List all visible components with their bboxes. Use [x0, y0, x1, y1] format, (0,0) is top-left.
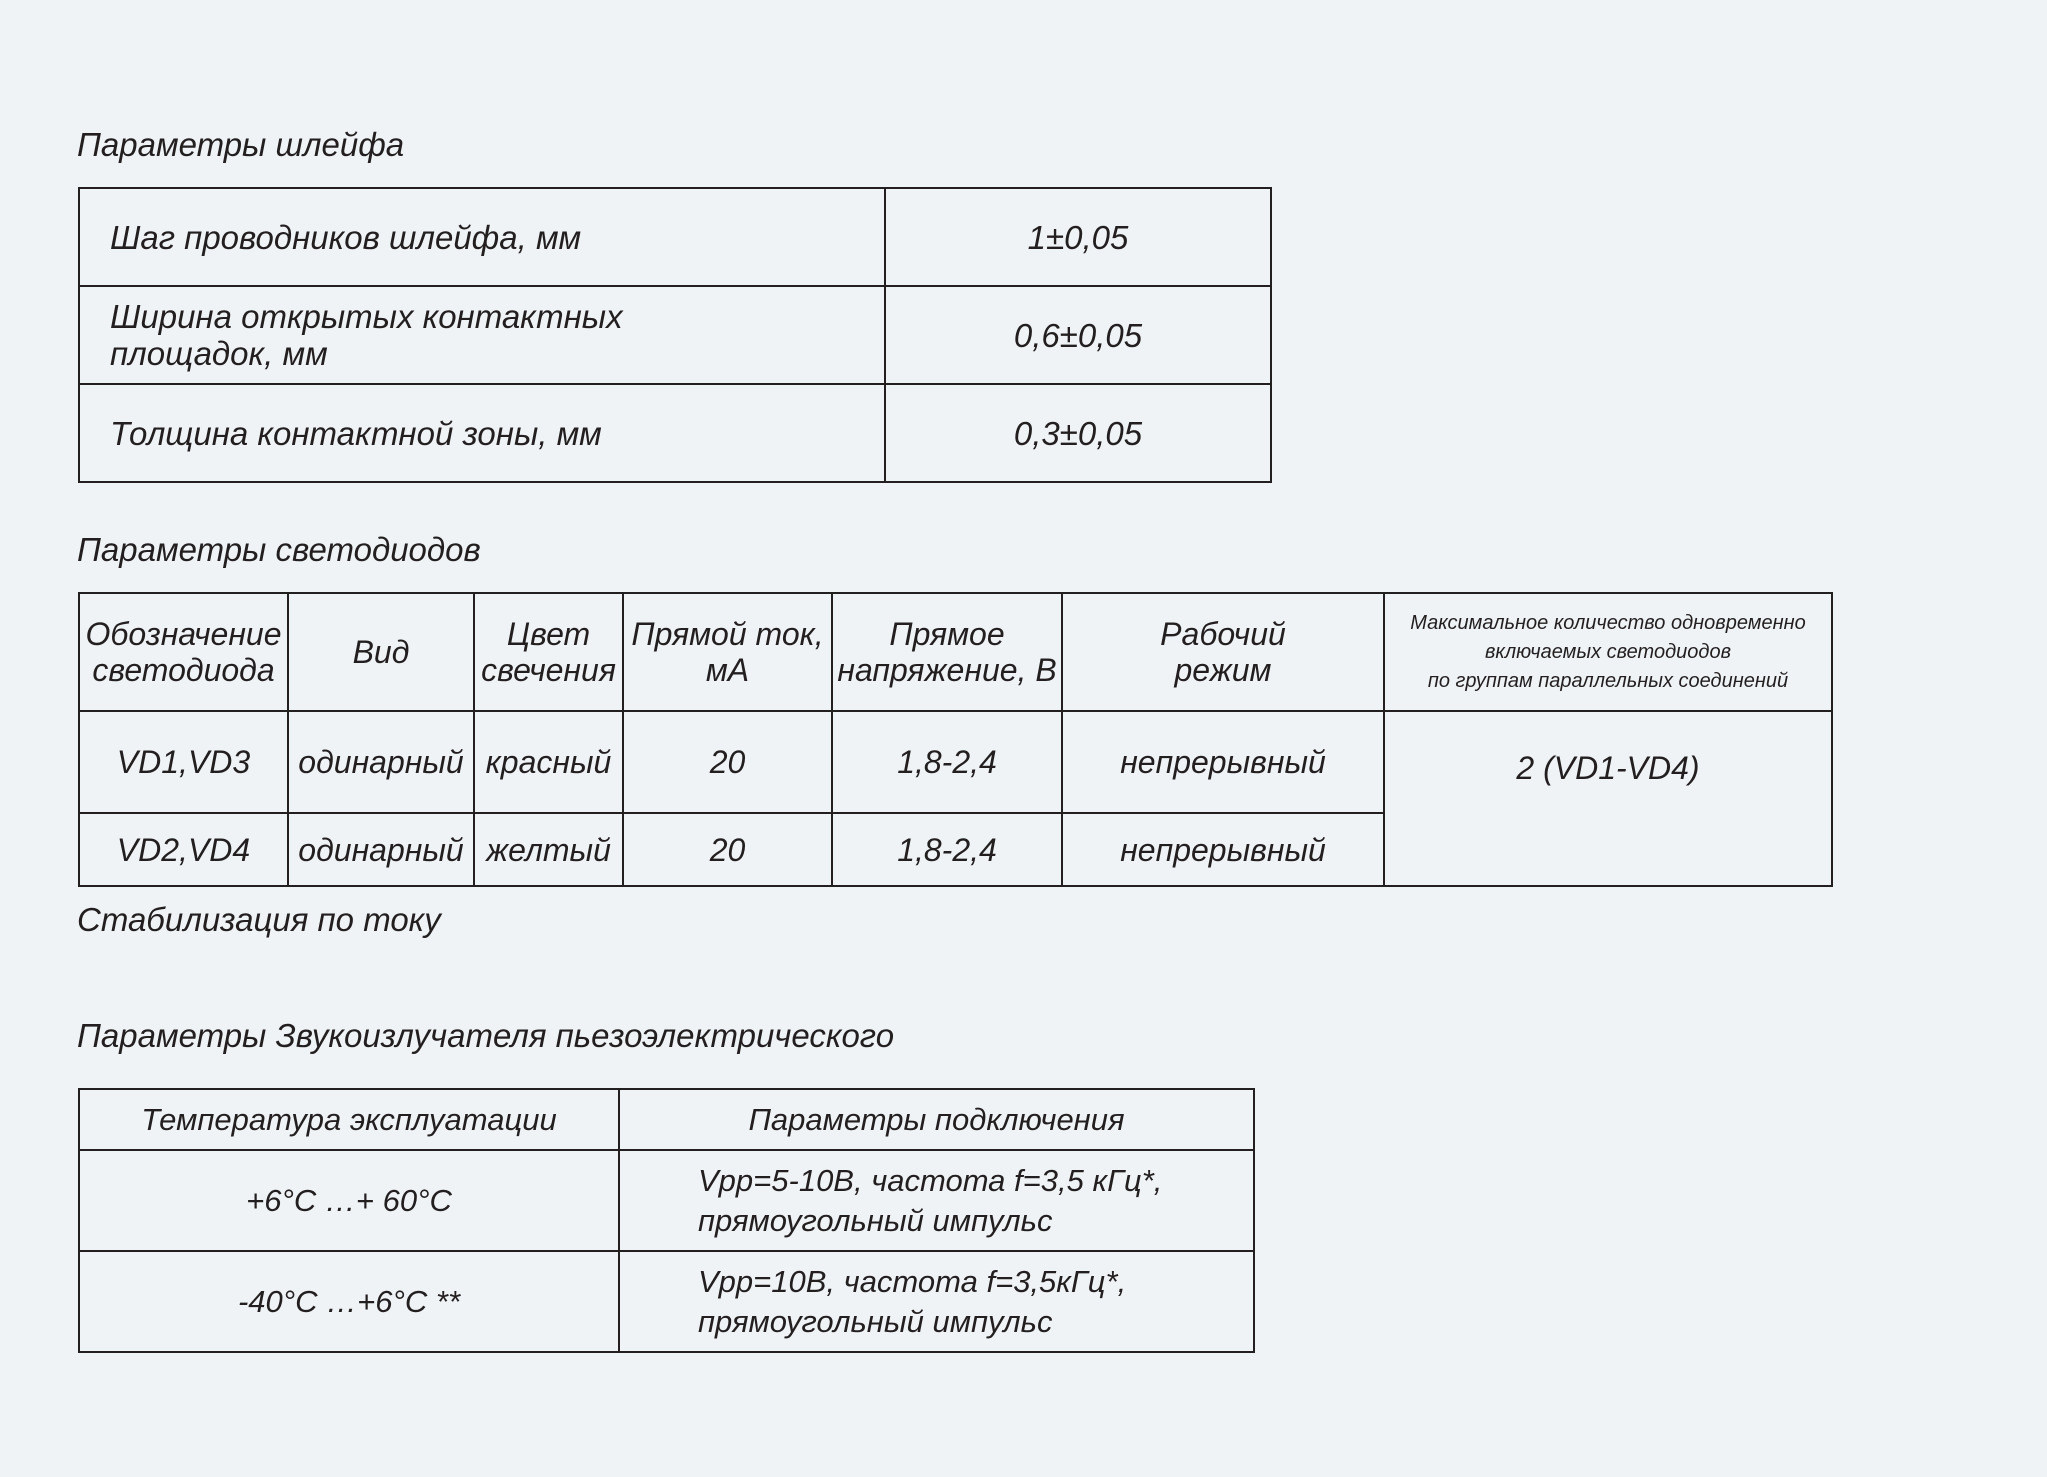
column-header-connection: Параметры подключения — [619, 1089, 1254, 1150]
led-note: Стабилизация по току — [77, 901, 441, 938]
table-row — [79, 384, 1271, 482]
loop-parameters-table — [78, 187, 1272, 483]
table-row — [79, 711, 1832, 813]
column-header-current: Прямой ток, мА — [623, 593, 832, 711]
table-row — [79, 188, 1271, 286]
led-current: 20 — [623, 711, 832, 813]
column-header-voltage: Прямое напряжение, В — [832, 593, 1062, 711]
led-designation: VD2,VD4 — [79, 813, 288, 886]
table-header-row — [79, 593, 1832, 711]
led-parameters-table — [78, 592, 1833, 887]
led-max-simultaneous — [1384, 711, 1832, 886]
buzzer-connection: Vpp=10B, частота f=3,5кГц*, прямоугольный импульс — [619, 1251, 1254, 1352]
column-header-kind: Вид — [288, 593, 474, 711]
column-header-max-simultaneous: Максимальное количество одновременно включаемых светодиодов по группам параллельных соединений — [1384, 593, 1832, 711]
loop-param-label: Шаг проводников шлейфа, мм — [79, 188, 885, 286]
led-max-simultaneous-value: 2 (VD1-VD4) — [1516, 750, 1700, 786]
loop-section-title: Параметры шлейфа — [77, 126, 405, 163]
column-header-color: Цвет свечения — [474, 593, 623, 711]
led-mode: непрерывный — [1062, 813, 1384, 886]
led-kind: одинарный — [288, 813, 474, 886]
loop-param-value: 1±0,05 — [885, 188, 1271, 286]
buzzer-temperature: +6°C …+ 60°C — [79, 1150, 619, 1251]
led-voltage: 1,8-2,4 — [832, 711, 1062, 813]
loop-param-value: 0,3±0,05 — [885, 384, 1271, 482]
led-mode: непрерывный — [1062, 711, 1384, 813]
led-color: желтый — [474, 813, 623, 886]
led-section-title: Параметры светодиодов — [77, 531, 481, 568]
buzzer-temperature: -40°C …+6°C ** — [79, 1251, 619, 1352]
buzzer-section-title: Параметры Звукоизлучателя пьезоэлектрического — [77, 1017, 895, 1054]
table-row — [79, 1150, 1254, 1251]
loop-param-label: Ширина открытых контактных площадок, мм — [79, 286, 885, 384]
column-header-mode: Рабочий режим — [1062, 593, 1384, 711]
table-row — [79, 1251, 1254, 1352]
table-row — [79, 286, 1271, 384]
led-current: 20 — [623, 813, 832, 886]
loop-param-value: 0,6±0,05 — [885, 286, 1271, 384]
led-kind: одинарный — [288, 711, 474, 813]
column-header-designation: Обозначение светодиода — [79, 593, 288, 711]
led-color: красный — [474, 711, 623, 813]
table-header-row — [79, 1089, 1254, 1150]
led-voltage: 1,8-2,4 — [832, 813, 1062, 886]
buzzer-connection: Vpp=5-10B, частота f=3,5 кГц*, прямоугольный импульс — [619, 1150, 1254, 1251]
column-header-temperature: Температура эксплуатации — [79, 1089, 619, 1150]
led-designation: VD1,VD3 — [79, 711, 288, 813]
loop-param-label: Толщина контактной зоны, мм — [79, 384, 885, 482]
buzzer-parameters-table — [78, 1088, 1255, 1353]
